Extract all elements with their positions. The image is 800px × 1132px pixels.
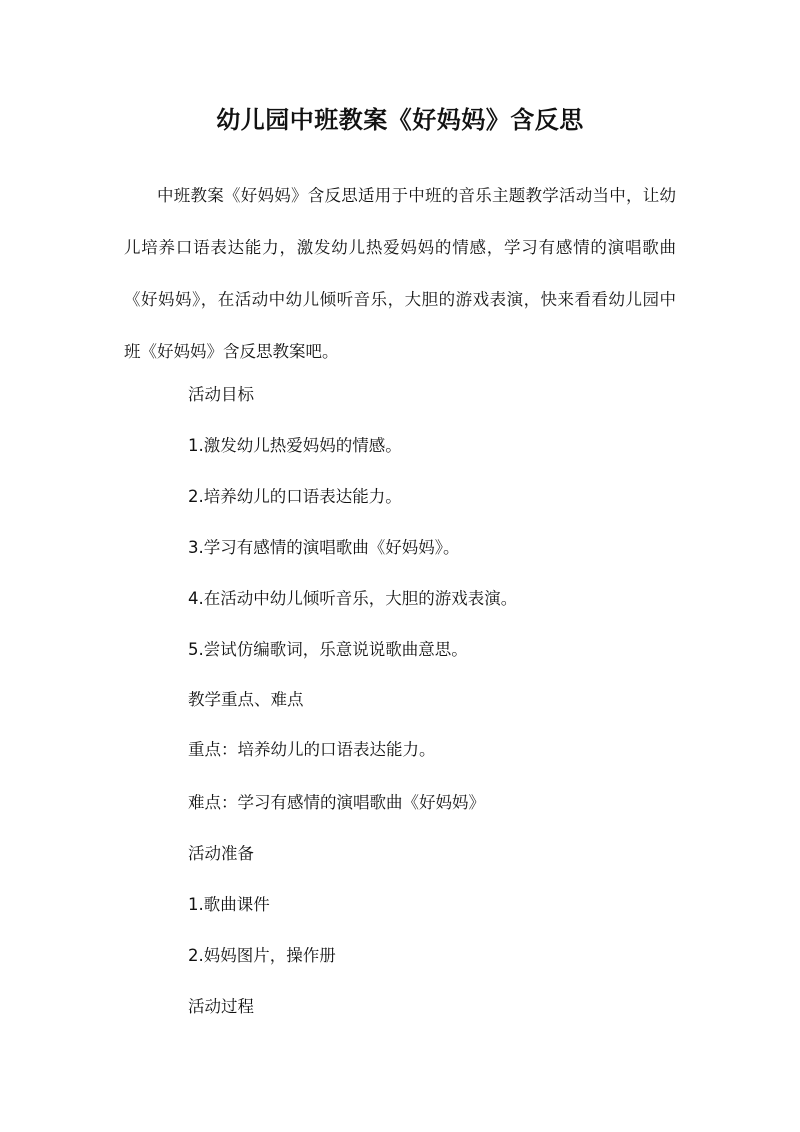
goal-item-3: 3.学习有感情的演唱歌曲《好妈妈》。 (188, 538, 460, 557)
document-title: 幼儿园中班教案《好妈妈》含反思 (216, 106, 584, 134)
preparation-item-2: 2.妈妈图片，操作册 (188, 946, 336, 965)
goal-item-4: 4.在活动中幼儿倾听音乐，大胆的游戏表演。 (188, 589, 518, 608)
section-heading-process: 活动过程 (188, 997, 254, 1016)
goal-item-5: 5.尝试仿编歌词，乐意说说歌曲意思。 (188, 640, 468, 659)
section-heading-activity-goals: 活动目标 (188, 385, 254, 404)
intro-paragraph: 中班教案《好妈妈》含反思适用于中班的音乐主题教学活动当中，让幼儿培养口语表达能力，激发幼儿热爱妈妈的情感，学习有感情的演唱歌曲《好妈妈》，在活动中幼儿倾听音乐，大胆的游戏表演，快来看看幼儿园中班《好妈妈》含反思教案吧。 (124, 186, 676, 361)
goal-item-1: 1.激发幼儿热爱妈妈的情感。 (188, 436, 402, 455)
section-heading-key-points: 教学重点、难点 (188, 690, 304, 709)
preparation-item-1: 1.歌曲课件 (188, 895, 270, 914)
difficult-point: 难点：学习有感情的演唱歌曲《好妈妈》 (188, 793, 485, 812)
goal-item-2: 2.培养幼儿的口语表达能力。 (188, 487, 402, 506)
section-heading-preparation: 活动准备 (188, 844, 254, 863)
key-point: 重点：培养幼儿的口语表达能力。 (188, 740, 436, 759)
